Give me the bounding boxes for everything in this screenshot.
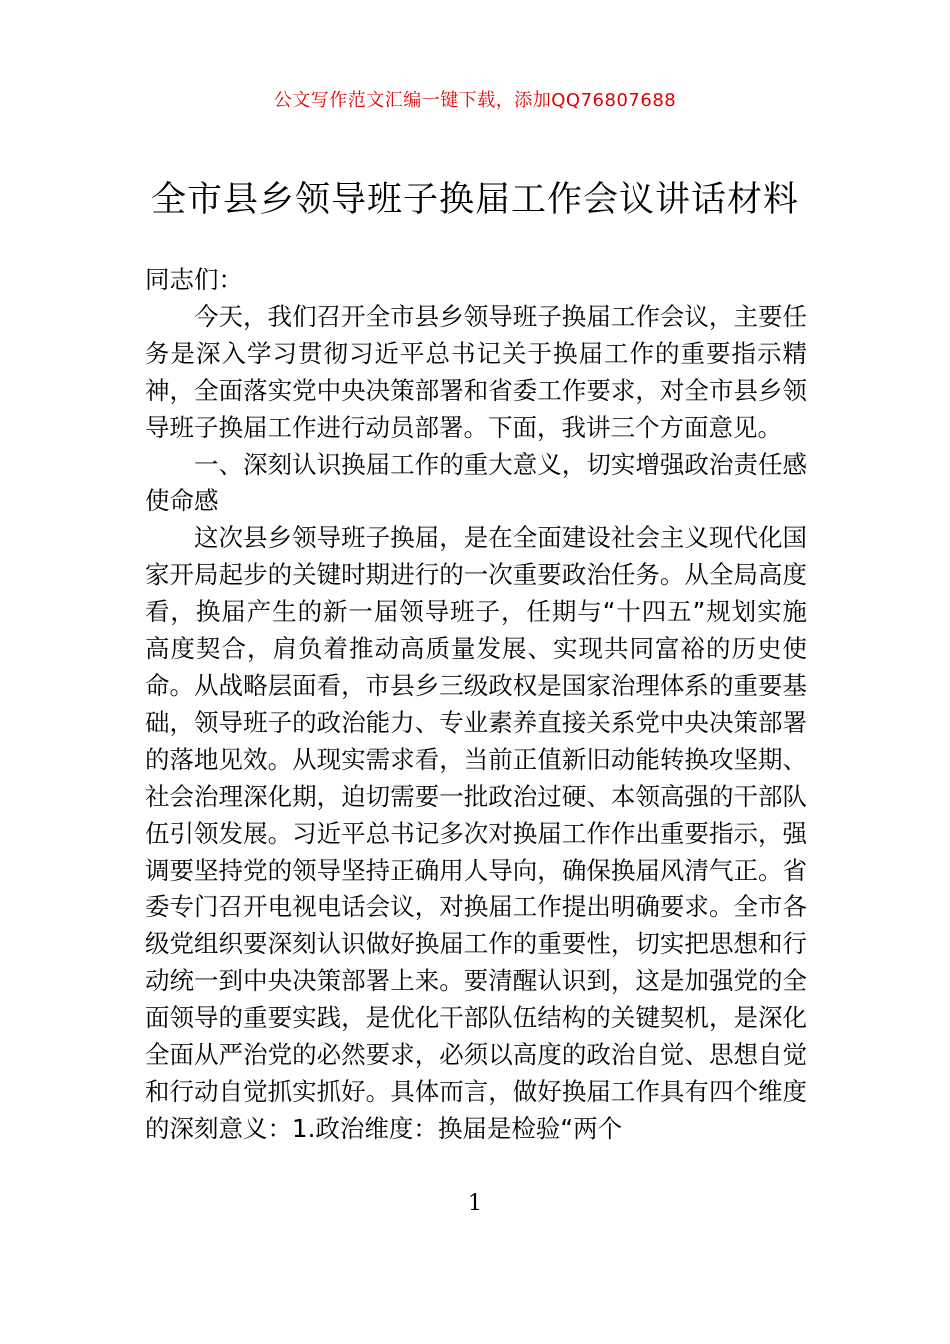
intro-paragraph: 今天，我们召开全市县乡领导班子换届工作会议，主要任务是深入学习贯彻习近平总书记关于换届工作的重要指示精神，全面落实党中央决策部署和省委工作要求，对全市县乡领导班子换届工作进行动员部署。下面，我讲三个方面意见。 — [145, 301, 807, 442]
document-title: 全市县乡领导班子换届工作会议讲话材料 — [150, 180, 799, 220]
download-notice: 公文写作范文汇编一键下载，添加QQ76807688 — [273, 90, 677, 111]
section-heading-1: 一、深刻认识换届工作的重大意义，切实增强政治责任感使命感 — [145, 449, 807, 516]
page-number: 1 — [468, 1191, 482, 1216]
section-1-paragraph: 这次县乡领导班子换届，是在全面建设社会主义现代化国家开局起步的关键时期进行的一次重要政治任务。从全局高度看，换届产生的新一届领导班子，任期与“十四五”规划实施高度契合，肩负着推动高质量发展、实现共同富裕的历史使命。从战略层面看，市县乡三级政权是国家治理体系的重要基础，领导班子的政治能力、专业素养直接关系党中央决策部署的落地见效。从现实需求看，当前正值新旧动能转换攻坚期、社会治理深化期，迫切需要一批政治过硬、本领高强的干部队伍引领发展。习近平总书记多次对换届工作作出重要指示，强调要坚持党的领导坚持正确用人导向，确保换届风清气正。省委专门召开电视电话会议，对换届工作提出明确要求。全市各级党组织要深刻认识做好换届工作的重要性，切实把思想和行动统一到中央决策部署上来。要清醒认识到，这是加强党的全面领导的重要实践，是优化干部队伍结构的关键契机，是深化全面从严治党的必然要求，必须以高度的政治自觉、思想自觉和行动自觉抓实抓好。具体而言，做好换届工作具有四个维度的深刻意义：1.政治维度：换届是检验“两个 — [145, 523, 807, 1143]
salutation: 同志们： — [145, 265, 243, 294]
document-body — [145, 262, 807, 1148]
